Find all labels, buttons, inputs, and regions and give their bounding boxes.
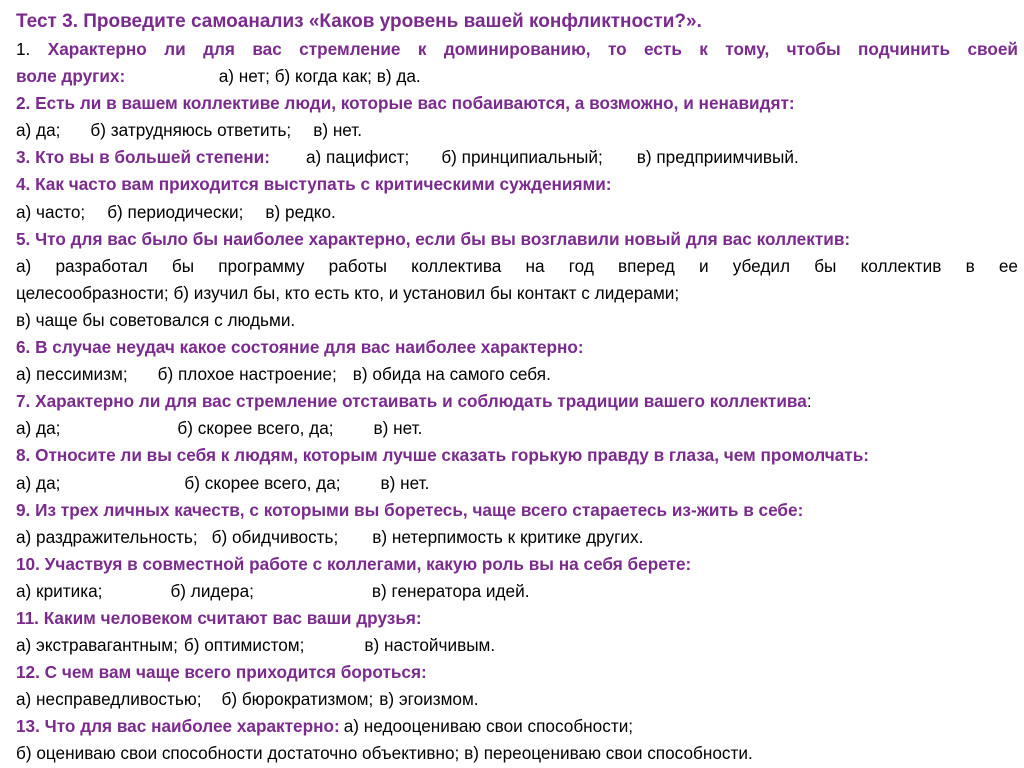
question-10: 10. Участвуя в совместной работе с коллегами, какую роль вы на себя берете: — [16, 553, 692, 574]
question-text: воле других: — [16, 66, 126, 87]
question-text: Характерно ли для вас стремление к доминированию, то есть к тому, чтобы подчинить своей — [47, 39, 1018, 59]
answer-b: б) принципиальный; — [441, 147, 603, 168]
question-11: 11. Каким человеком считают вас ваши друзья: — [16, 607, 422, 628]
answer-a: а) недооцениваю свои способности; — [343, 716, 634, 737]
question-text: 13. Что для вас наиболее характерно: — [16, 716, 340, 737]
answer-b: б) плохое настроение; — [157, 364, 337, 385]
answer-c: в) обида на самого себя. — [352, 364, 551, 385]
answer-c: в) нет. — [373, 418, 423, 439]
answer-c: в) нет. — [380, 472, 430, 493]
answer-options: а) нет; б) когда как; в) да. — [218, 66, 421, 87]
answers-5-line1: а) разработал бы программу работы коллектива на год вперед и убедил бы коллектив в ее — [16, 255, 1018, 276]
answer-a: а) часто; — [16, 201, 86, 222]
answers-6 — [16, 361, 1018, 388]
answer-a: а) пессимизм; — [16, 364, 128, 385]
question-7 — [16, 388, 1018, 415]
question-13 — [16, 713, 1018, 740]
answer-c: в) предприимчивый. — [636, 147, 799, 168]
answer-a: а) экстравагантным; — [16, 635, 178, 656]
question-number: 1. — [16, 39, 31, 59]
answers-4 — [16, 199, 1018, 226]
answers-5-line3: в) чаще бы советовался с людьми. — [16, 309, 296, 330]
answers-12 — [16, 686, 1018, 713]
page-title: Тест 3. Проведите самоанализ «Каков уровень вашей конфликтности?». — [16, 11, 702, 32]
test-slide — [16, 8, 1018, 768]
answer-a: а) критика; — [16, 580, 103, 601]
answers-2 — [16, 117, 1018, 144]
question-1-continued — [16, 63, 1018, 90]
question-1 — [16, 36, 1018, 63]
answer-b: б) бюрократизмом; — [221, 689, 374, 710]
answers-9 — [16, 524, 1018, 551]
answer-a: а) раздражительность; — [16, 526, 198, 547]
answers-11 — [16, 632, 1018, 659]
answer-c: в) настойчивым. — [364, 635, 496, 656]
question-8: 8. Относите ли вы себя к людям, которым лучше сказать горькую правду в глаза, чем промолчать: — [16, 445, 869, 466]
answer-b: б) скорее всего, да; — [177, 418, 334, 439]
question-4: 4. Как часто вам приходится выступать с критическими суждениями: — [16, 174, 612, 195]
answer-a: а) пацифист; — [305, 147, 410, 168]
answers-8 — [16, 470, 1018, 497]
question-3 — [16, 144, 1018, 171]
answer-b: б) лидера; — [170, 580, 254, 601]
answer-c: в) нет. — [313, 120, 363, 141]
question-5: 5. Что для вас было бы наиболее характерно, если бы вы возглавили новый для вас коллектив: — [16, 228, 851, 249]
answer-c: в) эгоизмом. — [379, 689, 479, 710]
question-text: 7. Характерно ли для вас стремление отстаивать и соблюдать традиции вашего коллектива — [16, 391, 807, 412]
answer-a: а) несправедливостью; — [16, 689, 202, 710]
question-colon: : — [806, 391, 812, 412]
question-text: 3. Кто вы в большей степени: — [16, 147, 270, 168]
answers-5-line2: целесообразности; б) изучил бы, кто есть кто, и установил бы контакт с лидерами; — [16, 282, 680, 303]
answers-7 — [16, 415, 1018, 442]
answer-c: в) генератора идей. — [371, 580, 530, 601]
answer-b: б) периодически; — [107, 201, 244, 222]
question-9: 9. Из трех личных качеств, с которыми вы боретесь, чаще всего стараетесь из-жить в себе: — [16, 499, 804, 520]
question-12: 12. С чем вам чаще всего приходится бороться: — [16, 662, 427, 683]
answer-a: а) да; — [16, 120, 61, 141]
answer-a: а) да; — [16, 418, 61, 439]
answer-a: а) да; — [16, 472, 61, 493]
question-2: 2. Есть ли в вашем коллективе люди, которые вас побаиваются, а возможно, и ненавидят: — [16, 93, 795, 114]
answer-c: в) нетерпимость к критике других. — [372, 526, 644, 547]
answer-c: в) редко. — [265, 201, 336, 222]
answer-b: б) обидчивость; — [211, 526, 339, 547]
question-6: 6. В случае неудач какое состояние для вас наиболее характерно: — [16, 337, 584, 358]
answers-13: б) оцениваю свои способности достаточно объективно; в) переоцениваю свои способности. — [16, 743, 753, 764]
answer-b: б) оптимистом; — [183, 635, 305, 656]
answer-b: б) затрудняюсь ответить; — [90, 120, 292, 141]
answers-10 — [16, 578, 1018, 605]
answer-b: б) скорее всего, да; — [184, 472, 341, 493]
